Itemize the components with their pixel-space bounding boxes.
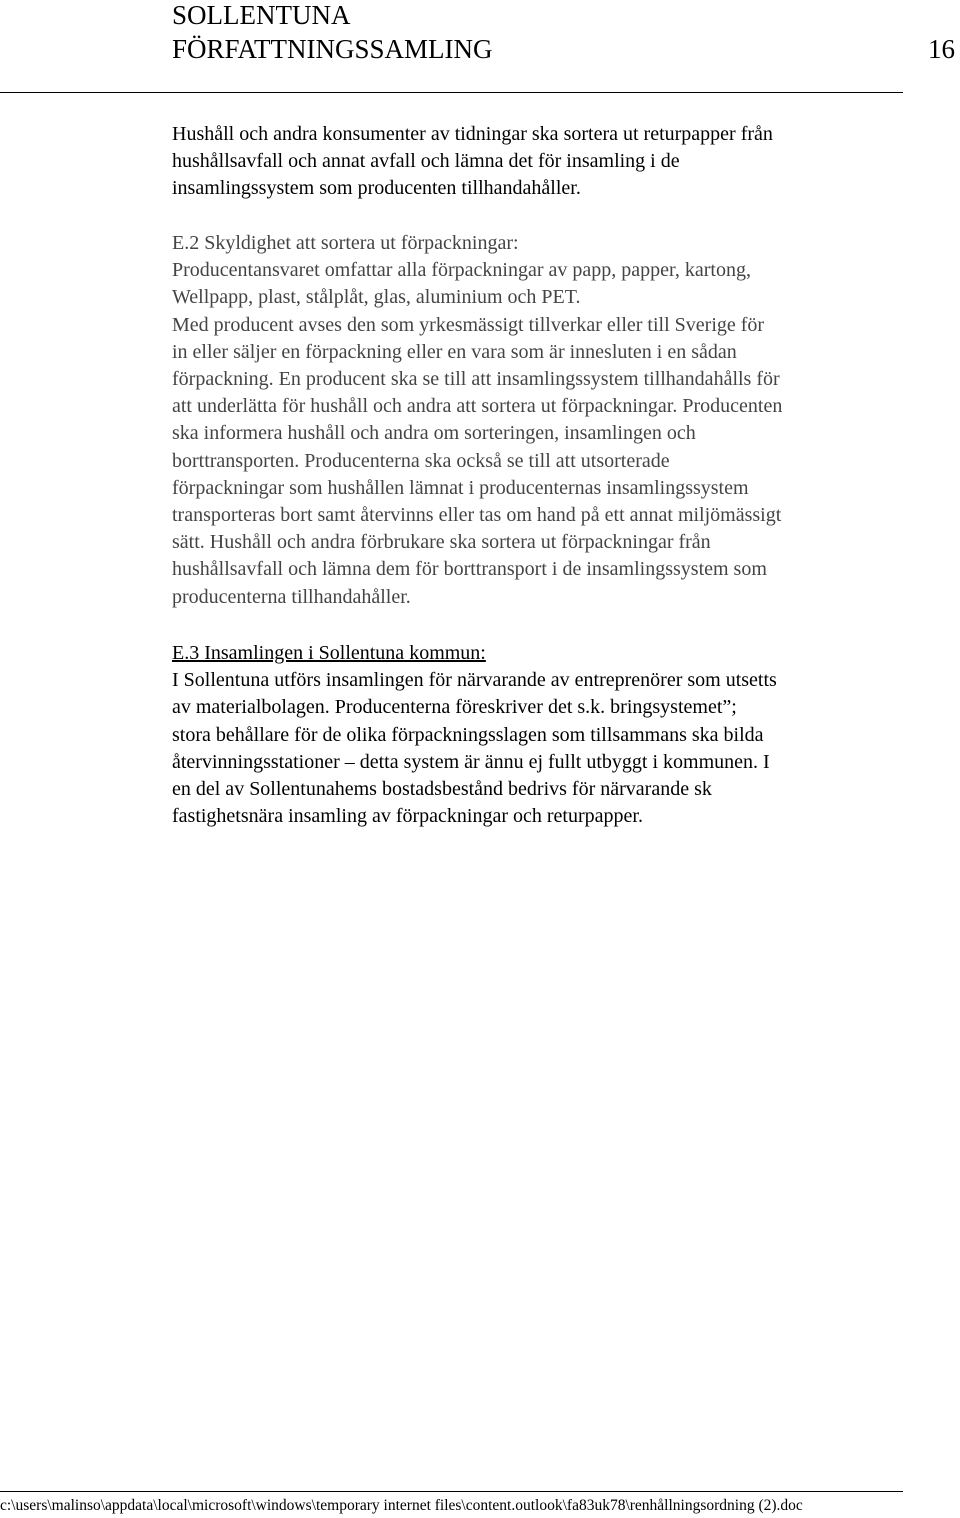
- section-e1-paragraph: [172, 121, 912, 203]
- page-number: 16: [928, 34, 955, 64]
- paragraph-line: Med producent avses den som yrkesmässigt tillverkar eller till Sverige för: [172, 313, 765, 336]
- paragraph-line: förpackning. En producent ska se till att insamlingssystem tillhandahålls för: [172, 368, 780, 391]
- paragraph-line: fastighetsnära insamling av förpackningar och returpapper.: [172, 805, 643, 828]
- paragraph-line: Hushåll och andra konsumenter av tidningar ska sortera ut returpapper från: [172, 123, 773, 145]
- paragraph-line: transporteras bort samt återvinns eller tas om hand på ett annat miljömässigt: [172, 504, 782, 527]
- paragraph-line: ska informera hushåll och andra om sorteringen, insamlingen och: [172, 422, 696, 445]
- header-divider: [0, 92, 903, 93]
- section-e2-heading: E.2 Skyldighet att sortera ut förpackningar:: [172, 232, 519, 254]
- section-e3-heading: E.3 Insamlingen i Sollentuna kommun:: [172, 642, 486, 664]
- footer-file-path: c:\users\malinso\appdata\local\microsoft\windows\temporary internet files\content.outlook\fa83uk78\renhållningsordning (2).doc: [0, 1497, 803, 1514]
- paragraph-line: sätt. Hushåll och andra förbrukare ska sortera ut förpackningar från: [172, 531, 711, 554]
- paragraph-line: hushållsavfall och lämna dem för borttransport i de insamlingssystem som: [172, 558, 767, 581]
- paragraph-line: att underlätta för hushåll och andra att sortera ut förpackningar. Producenten: [172, 395, 783, 418]
- paragraph-line: förpackningar som hushållen lämnat i producenternas insamlingssystem: [172, 476, 749, 499]
- footer-divider: [0, 1491, 903, 1492]
- paragraph-line: hushållsavfall och annat avfall och lämna det för insamling i de: [172, 150, 680, 173]
- paragraph-line: I Sollentuna utförs insamlingen för närvarande av entreprenörer som utsetts: [172, 669, 777, 692]
- paragraph-line: stora behållare för de olika förpackningsslagen som tillsammans ska bilda: [172, 723, 764, 746]
- paragraph-line: Wellpapp, plast, stålplåt, glas, aluminium och PET.: [172, 286, 581, 309]
- paragraph-line: producenterna tillhandahåller.: [172, 585, 411, 608]
- paragraph-line: in eller säljer en förpackning eller en vara som är innesluten i en sådan: [172, 340, 737, 363]
- paragraph-line: insamlingssystem som producenten tillhandahåller.: [172, 177, 581, 200]
- document-title-line2: FÖRFATTNINGSSAMLING: [172, 34, 493, 64]
- paragraph-line: av materialbolagen. Producenterna föreskriver det s.k. bringsystemet”;: [172, 696, 737, 719]
- paragraph-line: Producentansvaret omfattar alla förpackningar av papp, papper, kartong,: [172, 259, 751, 282]
- document-title: [172, 0, 493, 66]
- section-e3: [172, 640, 912, 830]
- paragraph-line: en del av Sollentunahems bostadsbestånd bedrivs för närvarande sk: [172, 778, 712, 801]
- section-e2: [172, 230, 912, 611]
- document-title-line1: SOLLENTUNA: [172, 0, 351, 30]
- paragraph-line: borttransporten. Producenterna ska också se till att utsorterade: [172, 449, 670, 472]
- paragraph-line: återvinningsstationer – detta system är ännu ej fullt utbyggt i kommunen. I: [172, 750, 770, 773]
